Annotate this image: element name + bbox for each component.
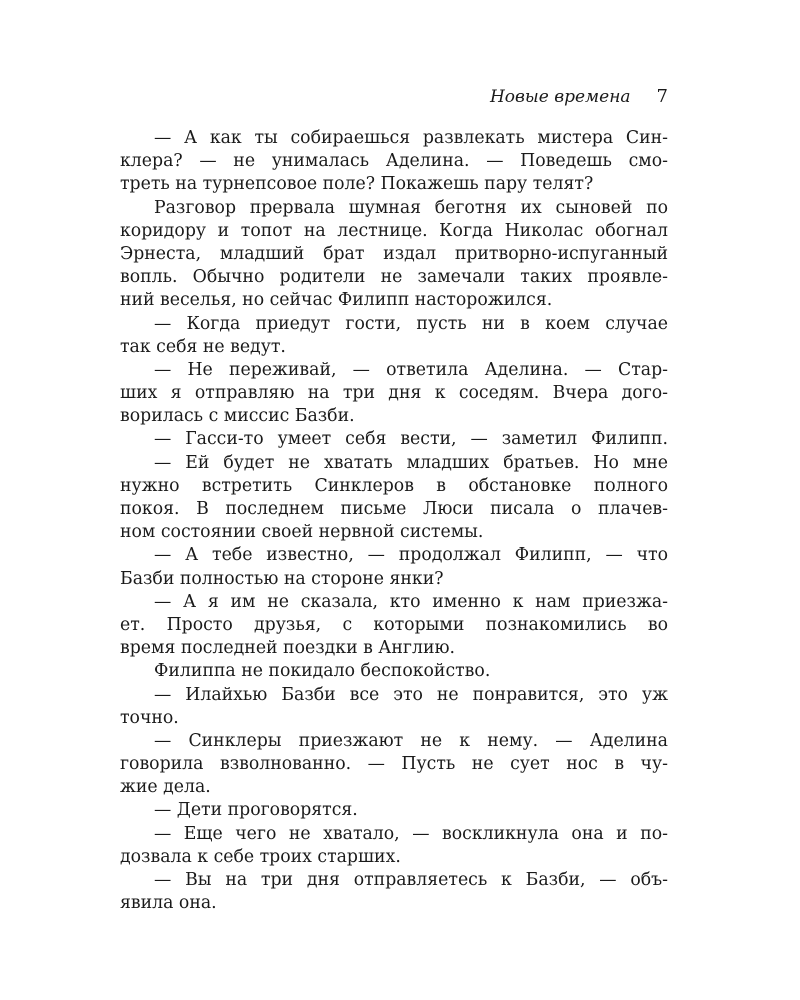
text-line: клера? — не унималась Аделина. — Поведешь смо- bbox=[120, 151, 668, 172]
text-line: — Синклеры приезжают не к нему. — Аделина bbox=[154, 730, 668, 751]
text-line: коридору и топот на лестнице. Когда Николас обогнал bbox=[120, 220, 668, 241]
text-line: покоя. В последнем письме Люси писала о плачев- bbox=[120, 499, 668, 519]
text-line: — А как ты собираешься развлекать мистера Син- bbox=[154, 128, 668, 148]
text-line: так себя не ведут. bbox=[120, 336, 286, 357]
text-line: — Еще чего не хватало, — воскликнула она и по- bbox=[154, 823, 668, 844]
text-line: дозвала к себе троих старших. bbox=[120, 846, 401, 867]
text-line: жие дела. bbox=[120, 777, 211, 798]
text-line: Эрнеста, младший брат издал притворно-испуганный bbox=[120, 243, 668, 264]
text-line: — Когда приедут гости, пусть ни в коем случае bbox=[154, 313, 668, 334]
text-line: явила она. bbox=[120, 893, 217, 914]
text-line: — Ей будет не хватать младших братьев. Но мне bbox=[154, 452, 668, 473]
text-line: говорила взволнованно. — Пусть не сует нос в чу- bbox=[120, 754, 668, 775]
text-line: ет. Просто друзья, с которыми познакомились во bbox=[120, 614, 668, 635]
text-line: Филиппа не покидало беспокойство. bbox=[154, 661, 491, 682]
running-head bbox=[120, 86, 668, 107]
text-line: треть на турнепсовое поле? Покажешь пару телят? bbox=[120, 174, 594, 195]
page-number: 7 bbox=[656, 86, 668, 107]
text-line: ших я отправляю на три дня к соседям. Вчера дого- bbox=[120, 383, 668, 404]
text-line: — А я им не сказала, кто именно к нам приезжа- bbox=[154, 591, 668, 612]
text-line: ворилась с миссис Базби. bbox=[120, 406, 355, 427]
text-line: — Илайхью Базби все это не понравится, это уж bbox=[154, 684, 668, 705]
text-line: время последней поездки в Англию. bbox=[120, 638, 456, 659]
text-line: — Дети проговорятся. bbox=[154, 800, 358, 821]
text-line: Базби полностью на стороне янки? bbox=[120, 568, 444, 589]
text-line: ний веселья, но сейчас Филипп насторожился. bbox=[120, 290, 553, 311]
text-line: вопль. Обычно родители не замечали таких проявле- bbox=[120, 267, 668, 288]
body-text bbox=[120, 127, 668, 915]
text-line: нужно встретить Синклеров в обстановке полного bbox=[120, 475, 668, 496]
text-line: ном состоянии своей нервной системы. bbox=[120, 522, 484, 543]
text-line: — Вы на три дня отправляетесь к Базби, — объ- bbox=[154, 870, 668, 890]
text-line: точно. bbox=[120, 707, 179, 728]
text-line: — Гасси-то умеет себя вести, — заметил Филипп. bbox=[154, 429, 668, 450]
text-line: — Не переживай, — ответила Аделина. — Стар- bbox=[154, 359, 668, 380]
text-line: Разговор прервала шумная беготня их сыновей по bbox=[154, 197, 668, 218]
running-title: Новые времена bbox=[489, 87, 631, 107]
text-line: — А тебе известно, — продолжал Филипп, — что bbox=[154, 545, 668, 566]
